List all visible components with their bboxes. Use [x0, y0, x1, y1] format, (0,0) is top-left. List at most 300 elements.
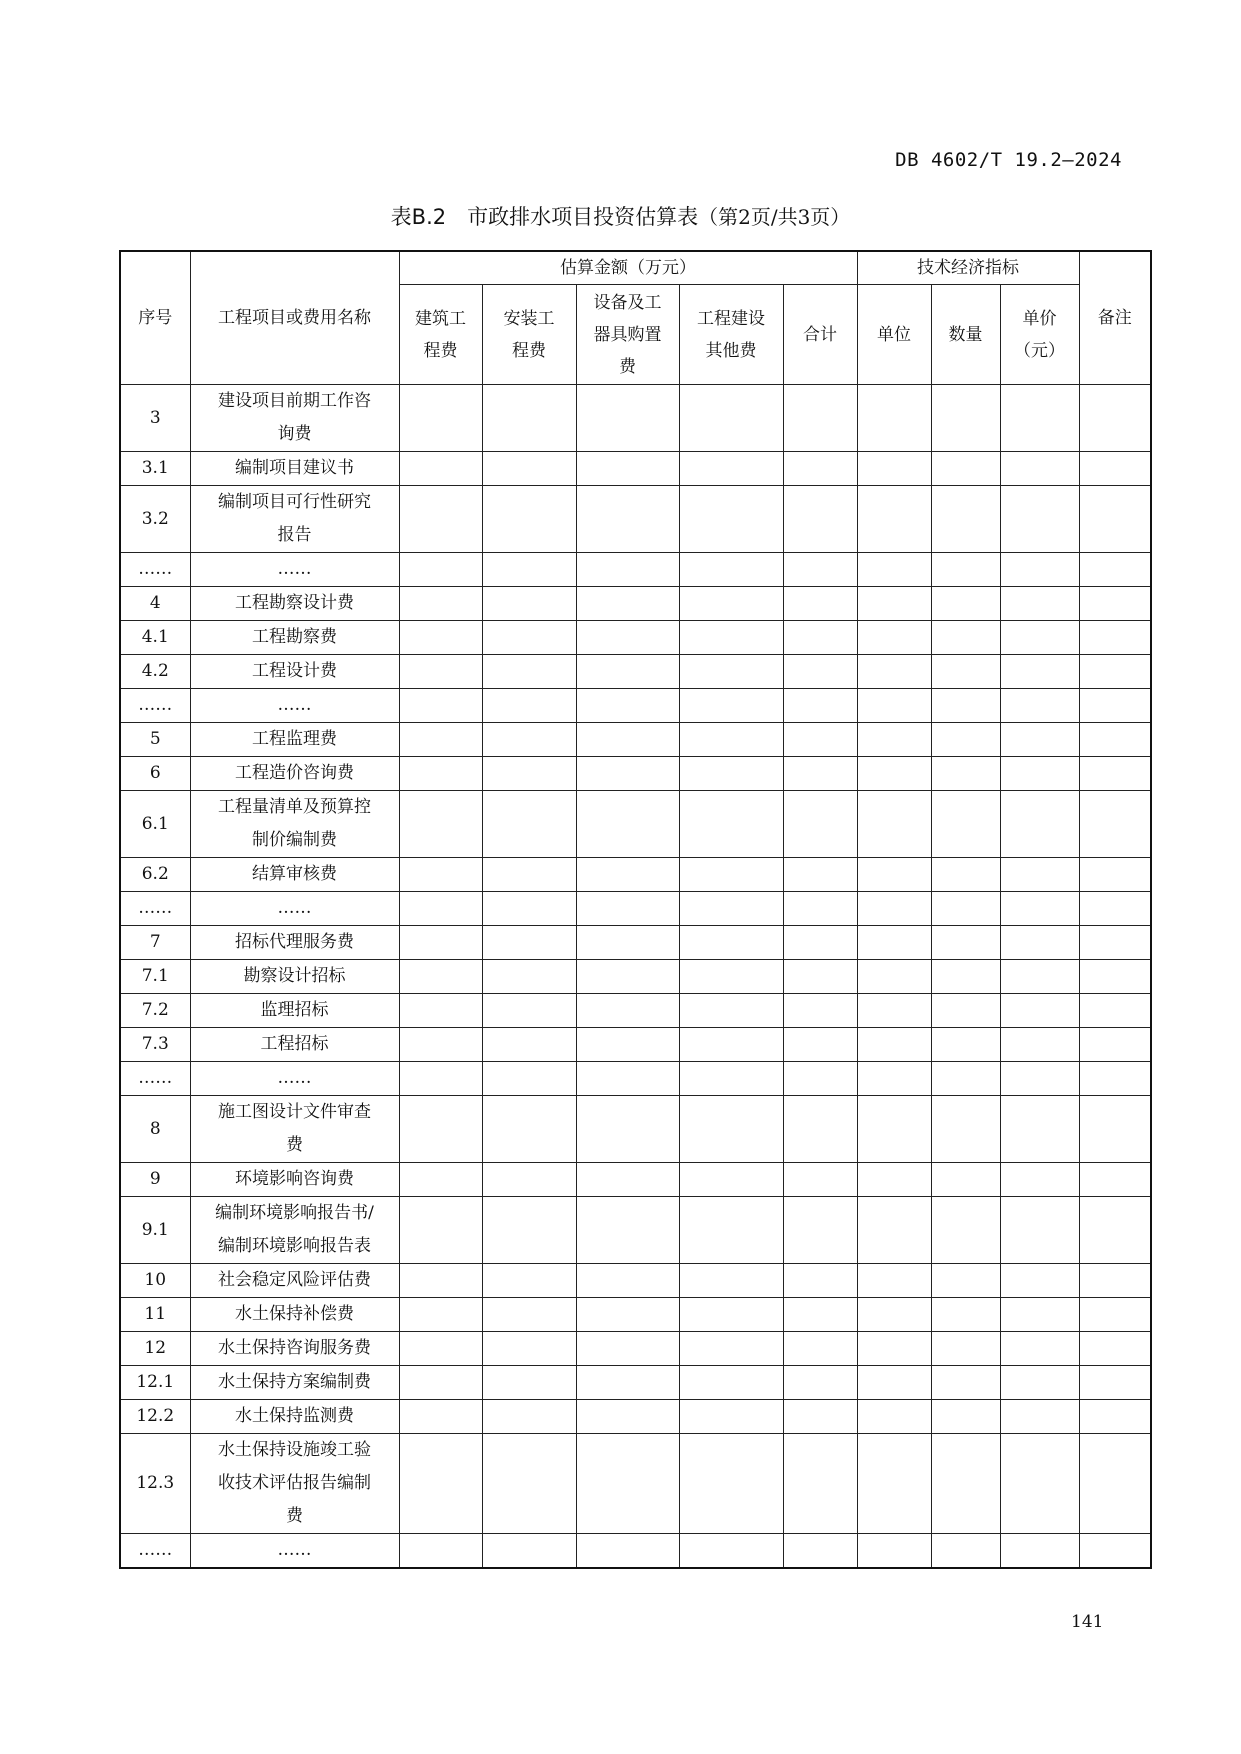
row-cell-empty [1000, 1028, 1079, 1062]
col-header-total: 合计 [783, 285, 857, 385]
row-cell-empty [783, 1096, 857, 1163]
table-row [120, 452, 1151, 486]
row-cell-empty [1079, 1264, 1151, 1298]
row-cell-empty [1079, 1096, 1151, 1163]
table-row [120, 1434, 1151, 1534]
row-name [190, 858, 399, 892]
row-cell-empty [482, 1264, 576, 1298]
row-cell-empty [679, 1163, 783, 1197]
row-name-line: 水土保持补偿费 [235, 1304, 354, 1324]
row-cell-empty [931, 452, 1000, 486]
row-cell-empty [1079, 385, 1151, 452]
row-cell-empty [576, 621, 679, 655]
row-cell-empty [679, 452, 783, 486]
row-cell-empty [857, 452, 931, 486]
row-cell-empty [679, 926, 783, 960]
table-row [120, 1298, 1151, 1332]
row-cell-empty [399, 723, 482, 757]
row-name-line: 询费 [277, 424, 312, 444]
row-cell-empty [679, 1062, 783, 1096]
col-header-building-line1: 建筑工 [415, 308, 466, 329]
row-name [190, 926, 399, 960]
row-seq: 4.2 [120, 655, 190, 689]
row-cell-empty [1079, 1298, 1151, 1332]
row-seq: 11 [120, 1298, 190, 1332]
row-cell-empty [482, 1062, 576, 1096]
row-cell-empty [1079, 452, 1151, 486]
row-cell-empty [576, 1264, 679, 1298]
row-cell-empty [1000, 486, 1079, 553]
row-cell-empty [1079, 486, 1151, 553]
row-seq: 7.1 [120, 960, 190, 994]
row-name-line: 工程勘察设计费 [235, 593, 354, 613]
row-cell-empty [679, 655, 783, 689]
row-cell-empty [931, 621, 1000, 655]
table-header [120, 251, 1151, 385]
row-name [190, 655, 399, 689]
row-cell-empty [1000, 791, 1079, 858]
row-name-line: 编制环境影响报告书/ [215, 1203, 374, 1223]
row-seq: …… [120, 892, 190, 926]
row-cell-empty [931, 1028, 1000, 1062]
row-cell-empty [482, 385, 576, 452]
row-cell-empty [783, 452, 857, 486]
row-name [190, 1197, 399, 1264]
table-row [120, 926, 1151, 960]
row-cell-empty [399, 1434, 482, 1534]
row-cell-empty [399, 892, 482, 926]
row-cell-empty [399, 960, 482, 994]
row-cell-empty [399, 791, 482, 858]
row-seq: …… [120, 1534, 190, 1569]
row-cell-empty [482, 553, 576, 587]
row-cell-empty [1000, 1534, 1079, 1569]
row-cell-empty [576, 926, 679, 960]
row-cell-empty [783, 1366, 857, 1400]
row-cell-empty [857, 1062, 931, 1096]
row-name [190, 1366, 399, 1400]
row-name-line: …… [277, 1068, 312, 1088]
row-cell-empty [1000, 621, 1079, 655]
row-cell-empty [576, 1096, 679, 1163]
row-name [190, 1096, 399, 1163]
estimate-table [119, 250, 1152, 1569]
row-cell-empty [399, 994, 482, 1028]
row-cell-empty [783, 553, 857, 587]
row-cell-empty [857, 791, 931, 858]
row-cell-empty [931, 655, 1000, 689]
row-cell-empty [857, 1264, 931, 1298]
row-cell-empty [783, 1332, 857, 1366]
row-name-line: 环境影响咨询费 [235, 1169, 354, 1189]
row-cell-empty [576, 723, 679, 757]
row-cell-empty [931, 553, 1000, 587]
row-name [190, 892, 399, 926]
row-cell-empty [857, 1366, 931, 1400]
row-cell-empty [679, 621, 783, 655]
row-cell-empty [931, 1197, 1000, 1264]
row-cell-empty [576, 1366, 679, 1400]
row-cell-empty [931, 858, 1000, 892]
row-seq: …… [120, 1062, 190, 1096]
row-cell-empty [783, 1028, 857, 1062]
row-cell-empty [857, 1298, 931, 1332]
row-cell-empty [783, 1434, 857, 1534]
row-cell-empty [482, 452, 576, 486]
row-cell-empty [857, 1028, 931, 1062]
col-header-equipment-line3: 费 [619, 356, 636, 377]
row-cell-empty [931, 960, 1000, 994]
row-cell-empty [1079, 1163, 1151, 1197]
row-name [190, 1028, 399, 1062]
row-cell-empty [482, 960, 576, 994]
row-cell-empty [1079, 1062, 1151, 1096]
table-row [120, 1062, 1151, 1096]
row-name [190, 1534, 399, 1569]
row-cell-empty [783, 1197, 857, 1264]
row-seq: 3.2 [120, 486, 190, 553]
col-header-price-line2: （元） [1014, 340, 1065, 361]
row-cell-empty [1079, 960, 1151, 994]
row-cell-empty [399, 1062, 482, 1096]
table-row [120, 892, 1151, 926]
row-cell-empty [576, 385, 679, 452]
row-cell-empty [931, 1366, 1000, 1400]
col-header-quantity: 数量 [931, 285, 1000, 385]
row-cell-empty [399, 1163, 482, 1197]
row-cell-empty [679, 1197, 783, 1264]
row-cell-empty [931, 1434, 1000, 1534]
row-cell-empty [1079, 553, 1151, 587]
row-cell-empty [576, 1534, 679, 1569]
row-cell-empty [576, 1062, 679, 1096]
row-cell-empty [482, 1163, 576, 1197]
table-row [120, 486, 1151, 553]
row-cell-empty [857, 385, 931, 452]
row-cell-empty [679, 1096, 783, 1163]
table-row [120, 1264, 1151, 1298]
col-header-price-line1: 单价 [1022, 308, 1057, 329]
table-row [120, 723, 1151, 757]
row-cell-empty [783, 1264, 857, 1298]
row-cell-empty [399, 1028, 482, 1062]
row-cell-empty [482, 1197, 576, 1264]
row-cell-empty [783, 994, 857, 1028]
row-cell-empty [931, 791, 1000, 858]
row-name-line: 编制环境影响报告表 [218, 1236, 371, 1256]
row-name [190, 1332, 399, 1366]
row-cell-empty [399, 587, 482, 621]
row-cell-empty [482, 1028, 576, 1062]
col-header-equipment [576, 285, 679, 385]
row-cell-empty [1000, 1197, 1079, 1264]
row-seq: 9.1 [120, 1197, 190, 1264]
row-cell-empty [783, 723, 857, 757]
row-name-line: 水土保持设施竣工验 [218, 1440, 371, 1460]
row-name [190, 723, 399, 757]
row-cell-empty [679, 1366, 783, 1400]
row-cell-empty [482, 791, 576, 858]
row-cell-empty [576, 1298, 679, 1332]
row-cell-empty [1079, 1366, 1151, 1400]
row-cell-empty [679, 892, 783, 926]
row-name-line: 工程设计费 [252, 661, 337, 681]
row-name [190, 1163, 399, 1197]
row-cell-empty [679, 960, 783, 994]
row-seq: 7 [120, 926, 190, 960]
row-cell-empty [857, 892, 931, 926]
row-cell-empty [1000, 1163, 1079, 1197]
row-name [190, 486, 399, 553]
row-cell-empty [399, 1197, 482, 1264]
col-group-estimate: 估算金额（万元） [399, 251, 857, 285]
row-cell-empty [399, 655, 482, 689]
row-cell-empty [931, 892, 1000, 926]
table-row [120, 960, 1151, 994]
row-cell-empty [399, 1332, 482, 1366]
row-cell-empty [783, 587, 857, 621]
row-cell-empty [482, 1096, 576, 1163]
row-cell-empty [783, 1298, 857, 1332]
table-row [120, 1534, 1151, 1569]
row-name-line: 费 [286, 1506, 303, 1526]
row-name-line: 报告 [277, 525, 312, 545]
row-seq: 12.1 [120, 1366, 190, 1400]
table-row [120, 1163, 1151, 1197]
row-cell-empty [576, 1163, 679, 1197]
row-cell-empty [931, 587, 1000, 621]
row-cell-empty [1079, 791, 1151, 858]
row-cell-empty [679, 1264, 783, 1298]
row-cell-empty [679, 994, 783, 1028]
row-name-line: 建设项目前期工作咨 [218, 391, 371, 411]
row-name-line: …… [277, 898, 312, 918]
col-header-install-line2: 程费 [512, 340, 546, 361]
row-cell-empty [576, 757, 679, 791]
row-cell-empty [576, 1434, 679, 1534]
row-cell-empty [931, 1400, 1000, 1434]
row-cell-empty [857, 621, 931, 655]
table-row [120, 1400, 1151, 1434]
row-name [190, 757, 399, 791]
row-cell-empty [482, 1332, 576, 1366]
row-cell-empty [931, 486, 1000, 553]
row-seq: 12.2 [120, 1400, 190, 1434]
row-seq: 3.1 [120, 452, 190, 486]
table-title-main: 表B.2 市政排水项目投资估算表 [390, 205, 699, 229]
row-cell-empty [1079, 1434, 1151, 1534]
row-cell-empty [576, 994, 679, 1028]
row-cell-empty [679, 1534, 783, 1569]
row-cell-empty [679, 858, 783, 892]
row-cell-empty [1000, 1366, 1079, 1400]
row-cell-empty [1000, 723, 1079, 757]
col-header-equipment-line2: 器具购置 [593, 324, 662, 345]
row-cell-empty [1000, 655, 1079, 689]
row-seq: 8 [120, 1096, 190, 1163]
row-cell-empty [679, 587, 783, 621]
row-seq: 12 [120, 1332, 190, 1366]
row-name [190, 621, 399, 655]
row-seq: 12.3 [120, 1434, 190, 1534]
row-seq: 7.2 [120, 994, 190, 1028]
row-cell-empty [679, 1028, 783, 1062]
row-cell-empty [931, 1163, 1000, 1197]
row-name [190, 452, 399, 486]
row-cell-empty [783, 1062, 857, 1096]
row-name-line: 编制项目建议书 [235, 458, 354, 478]
row-cell-empty [482, 1534, 576, 1569]
row-name [190, 1264, 399, 1298]
table-row [120, 1197, 1151, 1264]
row-cell-empty [482, 1434, 576, 1534]
table-row [120, 385, 1151, 452]
row-cell-empty [1000, 1400, 1079, 1434]
row-cell-empty [931, 723, 1000, 757]
row-cell-empty [1000, 960, 1079, 994]
col-header-install [482, 285, 576, 385]
row-cell-empty [399, 1366, 482, 1400]
row-cell-empty [399, 858, 482, 892]
table-row [120, 1332, 1151, 1366]
row-cell-empty [1079, 587, 1151, 621]
row-cell-empty [1000, 385, 1079, 452]
table-row [120, 994, 1151, 1028]
row-cell-empty [857, 960, 931, 994]
row-cell-empty [931, 1264, 1000, 1298]
row-cell-empty [576, 553, 679, 587]
table-row [120, 621, 1151, 655]
col-header-seq: 序号 [120, 251, 190, 385]
row-name-line: 施工图设计文件审查 [218, 1102, 371, 1122]
row-name-line: 收技术评估报告编制 [218, 1473, 371, 1493]
col-group-tech: 技术经济指标 [857, 251, 1079, 285]
row-name-line: …… [277, 559, 312, 579]
row-cell-empty [783, 960, 857, 994]
row-name-line: 招标代理服务费 [235, 932, 354, 952]
table-body [120, 385, 1151, 1569]
row-cell-empty [783, 1163, 857, 1197]
row-name [190, 689, 399, 723]
row-cell-empty [482, 1298, 576, 1332]
row-cell-empty [1000, 1298, 1079, 1332]
row-name-line: 制价编制费 [252, 830, 337, 850]
row-cell-empty [1079, 858, 1151, 892]
row-name-line: 费 [286, 1135, 303, 1155]
col-header-building [399, 285, 482, 385]
row-name [190, 1434, 399, 1534]
row-cell-empty [783, 858, 857, 892]
row-cell-empty [1079, 1400, 1151, 1434]
col-header-building-line2: 程费 [423, 340, 458, 361]
row-cell-empty [399, 621, 482, 655]
row-name-line: 工程量清单及预算控 [218, 797, 371, 817]
row-cell-empty [482, 621, 576, 655]
row-cell-empty [857, 1096, 931, 1163]
row-name-line: 编制项目可行性研究 [218, 492, 371, 512]
table-row [120, 587, 1151, 621]
row-cell-empty [576, 1197, 679, 1264]
row-name-line: 社会稳定风险评估费 [218, 1270, 371, 1290]
row-cell-empty [482, 892, 576, 926]
row-name-line: 工程造价咨询费 [235, 763, 354, 783]
row-cell-empty [1000, 1332, 1079, 1366]
row-seq: 6.1 [120, 791, 190, 858]
row-cell-empty [399, 1298, 482, 1332]
row-name [190, 1298, 399, 1332]
row-seq: …… [120, 689, 190, 723]
col-header-price [1000, 285, 1079, 385]
row-cell-empty [1079, 689, 1151, 723]
row-cell-empty [482, 1366, 576, 1400]
row-name [190, 1400, 399, 1434]
row-cell-empty [576, 689, 679, 723]
row-name-line: 监理招标 [260, 1000, 329, 1020]
row-name-line: …… [277, 695, 312, 715]
row-cell-empty [857, 723, 931, 757]
row-cell-empty [399, 1400, 482, 1434]
row-cell-empty [482, 723, 576, 757]
row-cell-empty [1079, 892, 1151, 926]
row-seq: …… [120, 553, 190, 587]
row-cell-empty [679, 1298, 783, 1332]
row-cell-empty [783, 385, 857, 452]
document-code: DB 4602/T 19.2—2024 [895, 149, 1122, 171]
row-cell-empty [1079, 994, 1151, 1028]
row-cell-empty [399, 486, 482, 553]
row-cell-empty [931, 1298, 1000, 1332]
row-cell-empty [1000, 1434, 1079, 1534]
row-cell-empty [399, 452, 482, 486]
row-name-line: 水土保持监测费 [235, 1406, 354, 1426]
row-cell-empty [679, 723, 783, 757]
row-cell-empty [482, 689, 576, 723]
row-cell-empty [1079, 621, 1151, 655]
row-seq: 6.2 [120, 858, 190, 892]
row-cell-empty [482, 858, 576, 892]
row-cell-empty [482, 926, 576, 960]
row-cell-empty [576, 486, 679, 553]
row-cell-empty [931, 1332, 1000, 1366]
row-cell-empty [576, 452, 679, 486]
row-cell-empty [1000, 1096, 1079, 1163]
col-header-other [679, 285, 783, 385]
row-name-line: 结算审核费 [252, 864, 337, 884]
page-number: 141 [1071, 1612, 1104, 1632]
row-cell-empty [783, 892, 857, 926]
row-cell-empty [576, 892, 679, 926]
row-cell-empty [576, 655, 679, 689]
row-cell-empty [1000, 452, 1079, 486]
row-cell-empty [1079, 1534, 1151, 1569]
row-cell-empty [1079, 926, 1151, 960]
row-cell-empty [857, 655, 931, 689]
row-cell-empty [1000, 757, 1079, 791]
row-cell-empty [679, 486, 783, 553]
row-cell-empty [1079, 655, 1151, 689]
row-cell-empty [399, 385, 482, 452]
table-row [120, 1028, 1151, 1062]
row-cell-empty [783, 926, 857, 960]
row-cell-empty [482, 587, 576, 621]
row-cell-empty [931, 1062, 1000, 1096]
col-header-install-line1: 安装工 [503, 308, 555, 329]
table-title [0, 201, 1241, 231]
row-cell-empty [679, 1434, 783, 1534]
row-cell-empty [1000, 858, 1079, 892]
table-row [120, 1096, 1151, 1163]
row-cell-empty [399, 757, 482, 791]
